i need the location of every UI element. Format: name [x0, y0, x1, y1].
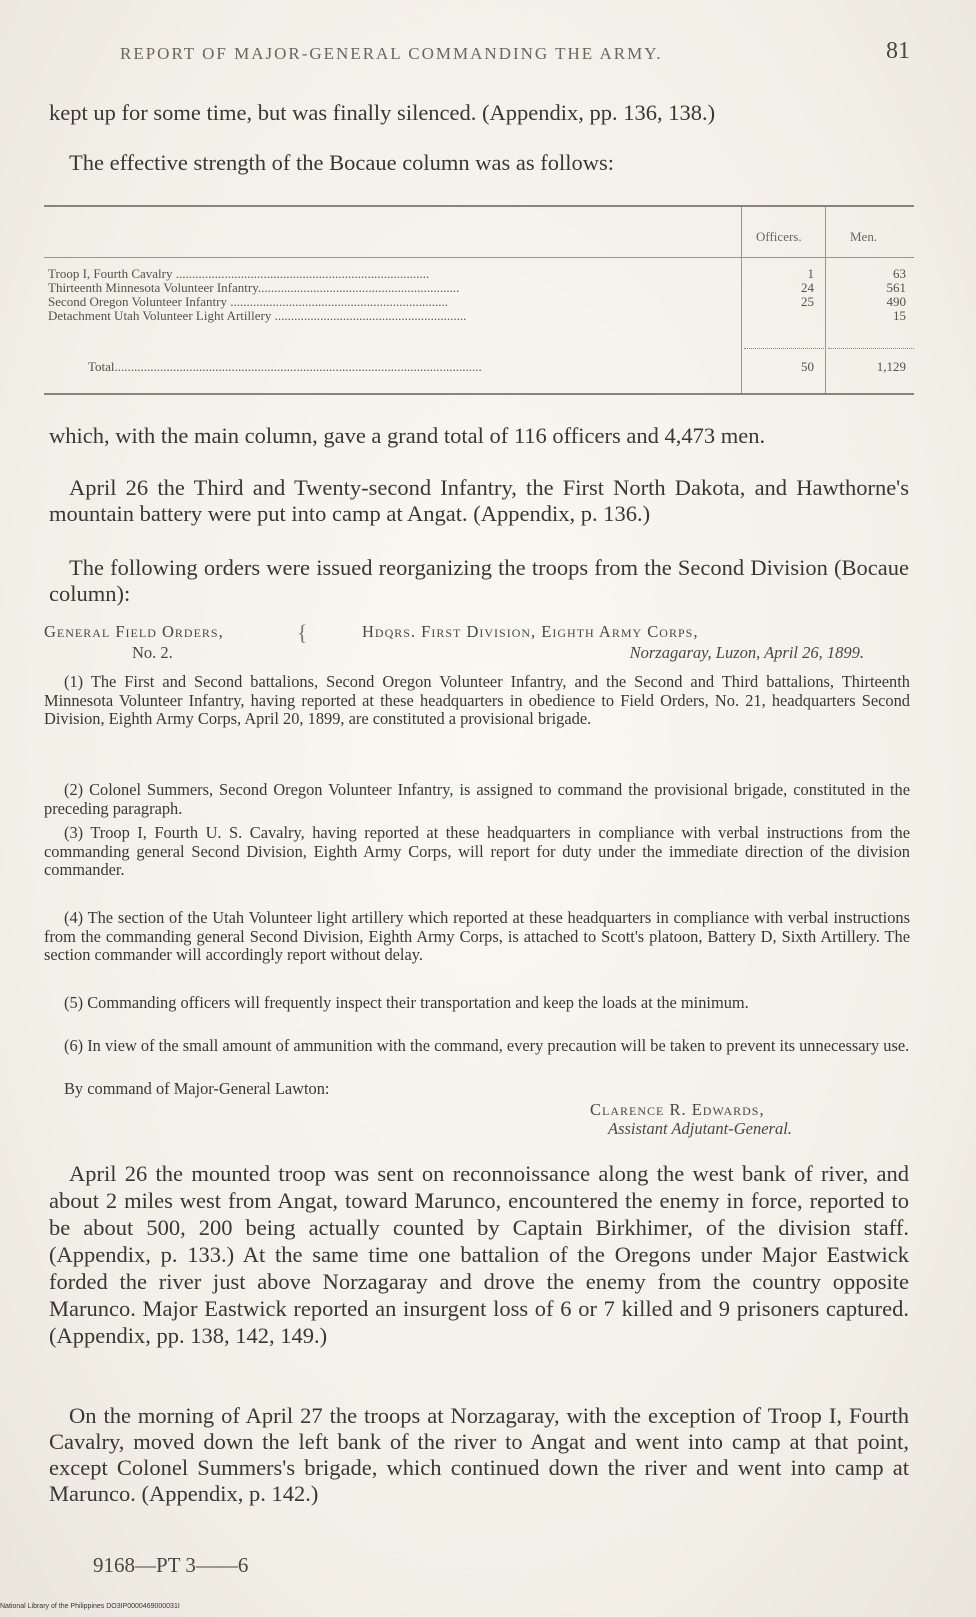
- paragraph-grand-total: which, with the main column, gave a grand total of 116 officers and 4,473 men.: [49, 423, 766, 448]
- table-row-label: Detachment Utah Volunteer Light Artillery ...........................................................: [48, 309, 467, 323]
- orders-title: General Field Orders,: [44, 622, 224, 641]
- signer-title: Assistant Adjutant-General.: [608, 1119, 792, 1138]
- strength-table: [44, 205, 914, 395]
- signature-mark: 9168—PT 3——6: [93, 1553, 249, 1577]
- table-row-label: Thirteenth Minnesota Volunteer Infantry..............................................................: [48, 281, 460, 295]
- order-item-4: (4) The section of the Utah Volunteer light artillery which reported at these headquarters in compliance with verbal instructions from the commanding general Second Division, Eighth Army Corps, is attached to Scott's platoon, Battery D, Sixth Artillery. The section commander will accordingly report without delay.: [44, 908, 910, 964]
- table-row-label: Second Oregon Volunteer Infantry ...................................................................: [48, 295, 448, 309]
- paragraph-april-27: On the morning of April 27 the troops at Norzagaray, with the exception of Troop I, Fourth Cavalry, moved down the left bank of the river to Angat and went into camp at that point, except Colonel Summers's brigade, which continued down the river and went into camp at Marunco. (Appendix, p. 142.): [49, 1403, 909, 1506]
- paragraph-orders-intro: The following orders were issued reorganizing the troops from the Second Division (Bocaue column):: [49, 555, 909, 606]
- order-item-3: (3) Troop I, Fourth U. S. Cavalry, having reported at these headquarters in compliance with verbal instructions from the commanding general Second Division, Eighth Army Corps, will report for duty under the immediate direction of the division commander.: [44, 823, 910, 879]
- library-imprint: National Library of the Philippines DO3IP0000469000031I: [0, 1603, 180, 1610]
- table-top-rule: [44, 205, 914, 207]
- table-cell-men: 561: [886, 280, 906, 295]
- paragraph-angat-camp: April 26 the Third and Twenty-second Infantry, the First North Dakota, and Hawthorne's mountain battery were put into camp at Angat. (Appendix, p. 136.): [49, 475, 909, 526]
- paragraph-reconnoissance: April 26 the mounted troop was sent on reconnoissance along the west bank of river, and about 2 miles west from Angat, toward Marunco, encountered the enemy in force, reported to be about 500, 200 being actually counted by Captain Birkhimer, of the division staff. (Appendix, p. 133.) At the same time one battalion of the Oregons under Major Eastwick forded the river just above Norzagaray and drove the enemy from the country opposite Marunco. Major Eastwick reported an insurgent loss of 6 or 7 killed and 9 prisoners captured. (Appendix, pp. 138, 142, 149.): [49, 1161, 909, 1348]
- headquarters-title: Hdqrs. First Division, Eighth Army Corps,: [362, 622, 699, 641]
- table-cell-officers: 1: [807, 266, 814, 281]
- table-total-officers: 50: [801, 359, 814, 374]
- paragraph-strength-intro: The effective strength of the Bocaue column was as follows:: [69, 150, 615, 175]
- table-header-rule: [44, 257, 914, 258]
- table-total-label: Total.................................................................................................................: [88, 360, 482, 374]
- order-item-1: (1) The First and Second battalions, Second Oregon Volunteer Infantry, and the Second and Third battalions, Thirteenth Minnesota Volunteer Infantry, having reported at these headquarters in obedience to Field Orders, No. 21, headquarters Second Division, Eighth Army Corps, April 20, 1899, are constituted a provisional brigade.: [44, 672, 910, 728]
- by-command-line: By command of Major-General Lawton:: [64, 1079, 330, 1098]
- table-cell-men: 15: [893, 308, 906, 323]
- table-cell-men: 490: [886, 294, 906, 309]
- order-item-2: (2) Colonel Summers, Second Oregon Volunteer Infantry, is assigned to command the provisional brigade, constituted in the preceding paragraph.: [44, 780, 910, 818]
- table-row-label: Troop I, Fourth Cavalry ..............................................................................: [48, 267, 430, 281]
- running-title: REPORT OF MAJOR-GENERAL COMMANDING THE ARMY.: [120, 44, 663, 63]
- paragraph-continuation: kept up for some time, but was finally silenced. (Appendix, pp. 136, 138.): [49, 100, 716, 125]
- running-head: [120, 38, 910, 64]
- orders-heading: [44, 622, 910, 666]
- signature-block: [590, 1100, 890, 1138]
- signer-name: Clarence R. Edwards,: [590, 1100, 765, 1119]
- table-column-divider: [825, 207, 826, 393]
- table-bottom-rule: [44, 393, 914, 395]
- page-number: 81: [886, 38, 910, 64]
- table-cell-men: 63: [893, 266, 906, 281]
- table-total-men: 1,129: [876, 359, 906, 374]
- table-column-divider: [741, 207, 742, 393]
- order-item-5: (5) Commanding officers will frequently inspect their transportation and keep the loads at the minimum.: [64, 993, 749, 1012]
- orders-place-date: Norzagaray, Luzon, April 26, 1899.: [629, 643, 864, 662]
- column-header-officers: Officers.: [756, 229, 802, 244]
- column-header-men: Men.: [850, 229, 878, 244]
- total-rule: [828, 348, 914, 349]
- orders-number: No. 2.: [132, 643, 173, 662]
- table-cell-officers: 25: [801, 294, 814, 309]
- order-item-6: (6) In view of the small amount of ammunition with the command, every precaution will be taken to prevent its unnecessary use.: [64, 1036, 910, 1055]
- total-rule: [744, 348, 824, 349]
- brace: {: [297, 620, 308, 645]
- table-cell-officers: 24: [801, 280, 814, 295]
